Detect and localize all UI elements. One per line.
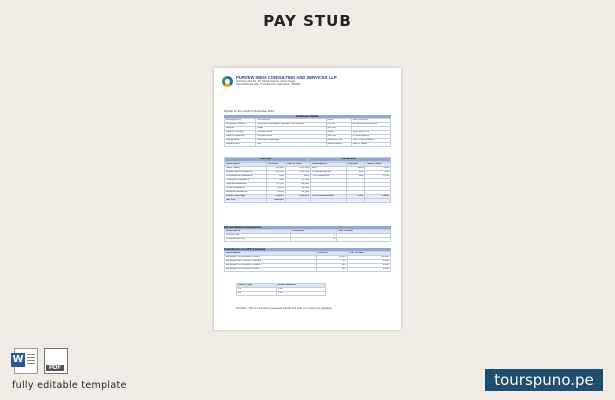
deductions-heading: Deductions <box>308 158 391 162</box>
table-header-cell: Leave Balance <box>276 284 325 288</box>
table-cell: 7800 <box>365 166 391 170</box>
word-icon <box>14 348 38 374</box>
company-header <box>236 76 396 87</box>
table-cell: Acc No <box>326 134 351 138</box>
pdf-badge: PDF <box>46 365 64 371</box>
table-cell: EPF <box>311 166 347 170</box>
table-header-cell: Employee <box>291 230 337 234</box>
table-cell: 10,000 <box>267 166 285 170</box>
table-row <box>237 291 326 295</box>
table-cell: Bank Acc No <box>326 138 351 142</box>
brand-badge[interactable]: tourspuno.pe <box>485 369 603 391</box>
table-cell: 1,40,000 <box>285 170 311 174</box>
table-cell: Gross Deductions <box>311 194 347 198</box>
word-badge: W <box>12 354 24 365</box>
earnings-deductions <box>224 157 391 203</box>
table-cell: 17,800 <box>285 178 311 182</box>
table-cell: 12,000 <box>347 256 390 260</box>
table-cell: 125 <box>316 264 347 268</box>
employee-heading: Employee Details <box>224 115 391 118</box>
table-cell: 1,500 <box>347 264 390 268</box>
table-cell: HR <box>256 142 326 146</box>
table-cell: Date of Joining <box>225 131 256 135</box>
table-cell: 9009 263PM <box>351 119 390 123</box>
table-cell: 1.00 <box>276 291 325 295</box>
employer-table <box>224 251 391 272</box>
table-cell: Medical Allowance <box>225 190 267 194</box>
earnings-table <box>224 162 391 203</box>
table-cell: Designation <box>225 138 256 142</box>
employer-heading: Contributions by EPF & Gratuity <box>224 248 391 251</box>
table-cell <box>311 198 347 202</box>
table-cell: 1.00 <box>276 287 325 291</box>
table-header-cell: Amount <box>267 162 285 166</box>
table-cell: 400 <box>365 170 391 174</box>
table-header-cell: Leave Type <box>237 284 277 288</box>
pdf-icon <box>44 348 68 374</box>
company-logo <box>222 76 233 87</box>
table-cell: 299,000 <box>267 198 285 202</box>
table-cell: Income Tax <box>225 234 291 238</box>
table-cell: Male <box>256 127 326 131</box>
table-cell: Employee Name <box>225 123 256 127</box>
table-cell: Gender <box>225 127 256 131</box>
table-cell: 1,200 <box>267 186 285 190</box>
table-cell: Bank <box>326 131 351 135</box>
remarks-note: Remarks : This is a computer generated Payslip and does not require any signature <box>236 307 332 310</box>
table-cell: 150 <box>316 267 347 271</box>
table-cell: 15,000 <box>285 190 311 194</box>
table-cell: Professional Tax <box>225 238 291 242</box>
table-cell: Bank Branch <box>326 142 351 146</box>
table-cell: 1,080 <box>347 260 390 264</box>
table-cell: Employer Contribution to EPF <box>225 256 317 260</box>
company-address-line2: Near Mahindra Hills, Tirumala City, Hyderabad - 500083 <box>236 82 301 86</box>
pay-stub-document <box>214 68 401 330</box>
table-cell: CL <box>237 287 277 291</box>
table-cell: Professional Tax <box>311 170 347 174</box>
company-name: PURVEW INDIA CONSULTING AND SERVICES LLP <box>236 75 337 80</box>
table-cell: 200 <box>347 170 365 174</box>
table-cell: Other Allowance <box>225 186 267 190</box>
company-address-line1: 3rd Floor, Plot No. 23, Sarath Avenue, Ashok Nagar, <box>236 79 296 83</box>
leave-table <box>236 283 326 296</box>
table-cell: 14,914 <box>267 194 285 198</box>
employer-section <box>224 248 391 272</box>
table-cell: VPPBD147 <box>256 119 326 123</box>
table-cell: Employer Contribution to ESI <box>225 267 317 271</box>
table-cell: 2400 <box>347 194 365 198</box>
statutory-table <box>224 229 391 242</box>
statutory-heading: ESI and Statutory Deductions <box>224 226 391 229</box>
table-cell: 16960 <box>365 194 391 198</box>
table-header-cell: Description <box>225 252 317 256</box>
table-row <box>225 142 391 146</box>
table-header-cell: Year to Date <box>347 252 390 256</box>
table-cell: HRDC Bank <box>351 142 390 146</box>
table-cell: TDS Deduction <box>311 174 347 178</box>
table-cell: Conveyance Allowance <box>225 174 267 178</box>
employee-table <box>224 118 391 147</box>
table-cell: 1200 <box>285 174 311 178</box>
table-cell: SCB 0012713 <box>351 131 390 135</box>
table-cell: APRDF00424000081 <box>351 123 390 127</box>
table-cell: Executive Manager <box>256 138 326 142</box>
table-cell: 1,400 <box>347 267 390 271</box>
table-cell <box>347 198 365 202</box>
table-cell: 0 <box>291 234 337 238</box>
table-cell: Net Pay <box>225 198 267 202</box>
table-cell: Employee ID <box>225 119 256 123</box>
table-row <box>225 198 391 202</box>
table-cell: 0 <box>291 238 337 242</box>
table-cell <box>336 238 390 242</box>
table-cell: 800 <box>267 174 285 178</box>
table-cell: F7000916845 <box>351 134 390 138</box>
page-title: PAY STUB <box>263 12 352 30</box>
table-cell: 800 <box>267 178 285 182</box>
table-cell: EL <box>237 291 277 295</box>
employee-details <box>224 115 391 147</box>
table-cell: House Rent Allowance <box>225 170 267 174</box>
table-cell: 8760 <box>365 174 391 178</box>
table-cell: 1,710 <box>267 182 285 186</box>
table-cell: Department <box>225 142 256 146</box>
table-header-cell: Year to Date <box>285 162 311 166</box>
table-row <box>225 238 391 242</box>
table-cell <box>285 198 311 202</box>
table-header-cell: Amount <box>316 252 347 256</box>
leave-section <box>236 283 326 296</box>
table-header-cell: Description <box>225 162 267 166</box>
table-cell: 36 <box>316 260 347 264</box>
table-cell: 10,000 <box>267 170 285 174</box>
editable-caption: fully editable template <box>12 380 127 391</box>
format-icons <box>14 348 68 374</box>
table-cell: 800 <box>347 174 365 178</box>
table-cell: Gross Earnings <box>225 194 267 198</box>
table-cell: UAN <box>326 119 351 123</box>
table-cell: 000 OSIM 000000 <box>351 138 390 142</box>
table-cell: Basic Salary <box>225 166 267 170</box>
table-cell: 1,60,000 <box>285 166 311 170</box>
table-cell: Employer EPF Admin Charges <box>225 260 317 264</box>
table-header-cell: Description <box>225 230 291 234</box>
table-header-cell: Amount <box>347 162 365 166</box>
table-cell: 1,800 <box>316 256 347 260</box>
statutory-section <box>224 226 391 242</box>
table-cell: PF No <box>326 123 351 127</box>
table-header-cell: Year to Date <box>336 230 390 234</box>
table-cell: Employer Contribution to EDLI <box>225 264 317 268</box>
table-cell: Date of Leaving <box>225 134 256 138</box>
table-cell: 48000 <box>285 186 311 190</box>
table-cell <box>365 198 391 202</box>
table-cell: Special Allowance <box>225 182 267 186</box>
table-cell: 20,520 <box>285 182 311 186</box>
table-cell: Transport Allowance <box>225 178 267 182</box>
table-cell: 23-Feb-2014 <box>256 134 326 138</box>
table-cell: 1200 <box>347 166 365 170</box>
table-cell: SACHIN PRAVEEN VERMA SOLOMON <box>256 123 326 127</box>
table-header-cell: Description <box>311 162 347 166</box>
table-cell: 20-Dec-2012 <box>256 131 326 135</box>
table-cell: 1,84,470 <box>285 194 311 198</box>
earnings-heading: Earnings <box>225 158 308 162</box>
pay-period: Payslip for the month of November 2014 <box>224 109 275 113</box>
table-header-cell: Year to Date <box>365 162 391 166</box>
table-row <box>225 267 391 271</box>
table-cell: ESI No <box>326 127 351 131</box>
table-cell: 1,250 <box>267 190 285 194</box>
